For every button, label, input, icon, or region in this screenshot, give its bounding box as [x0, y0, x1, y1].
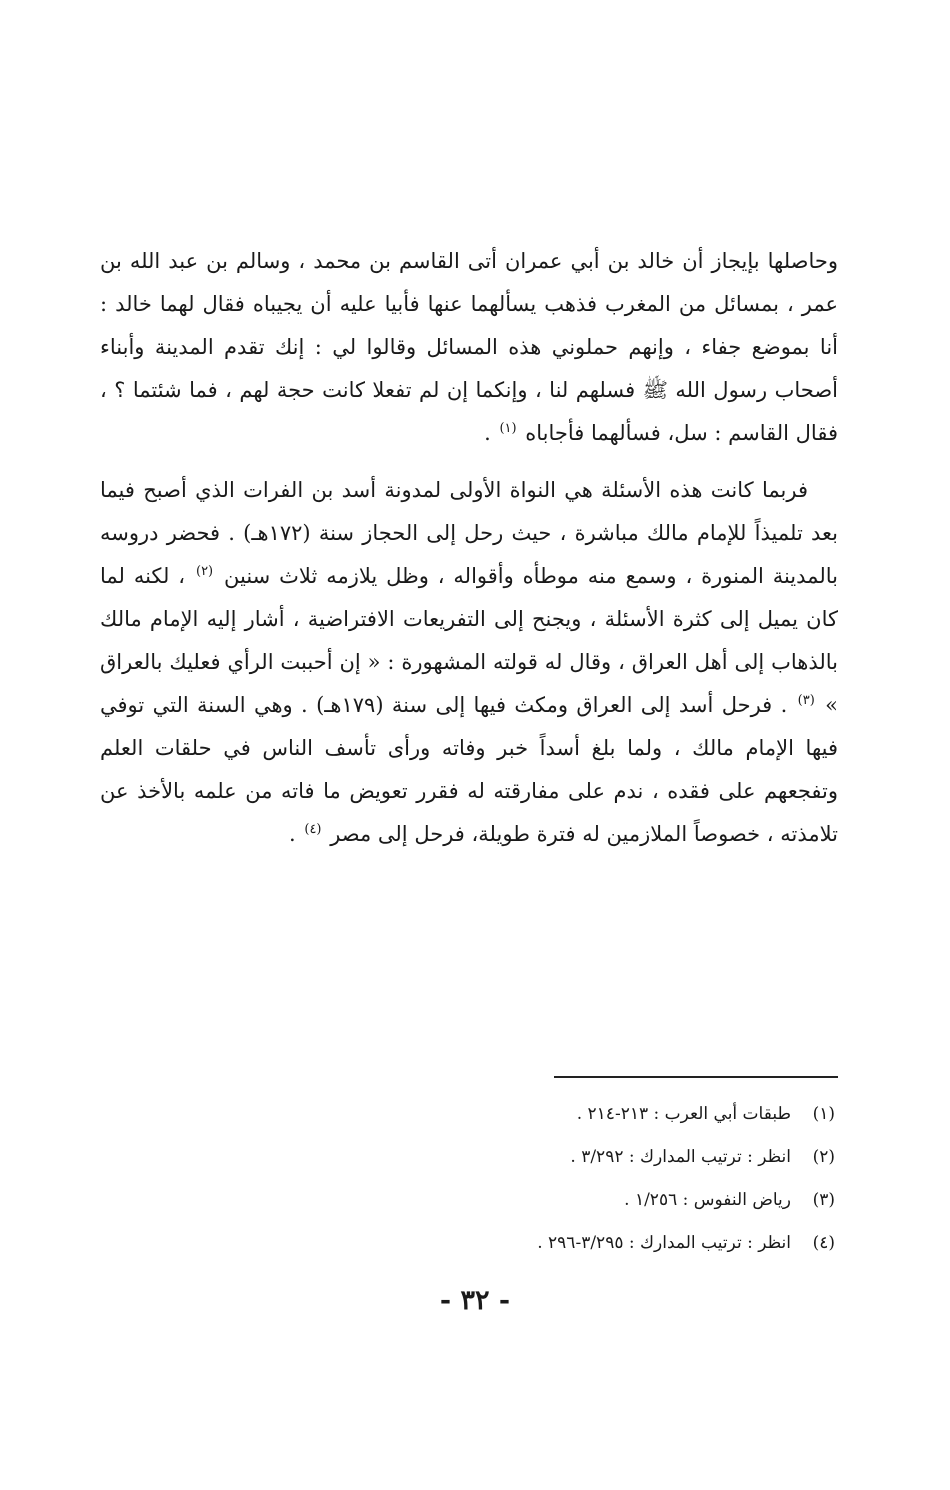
paragraph-2-part-1: فربما كانت هذه الأسئلة هي النواة الأولى لمدونة أسد بن الفرات الذي أصبح فيما بعد تلميذاً للإمام مالك مباشرة ، حيث رحل إلى الحجاز سنة (١٧٢هـ) . فحضر دروسه بالمدينة المنورة ، وسمع منه موطأه وأقواله ، وظل يلازمه ثلاث سنين: [100, 478, 838, 588]
paragraph-2-part-3: . فرحل أسد إلى العراق ومكث فيها إلى سنة (١٧٩هـ) . وهي السنة التي توفي فيها الإمام مالك ، ولما بلغ أسداً خبر وفاته ورأى تأسف الناس في حلقات العلم وتفجعهم على فقده ، ندم على مفارقته له فقرر تعويض ما فاته من علمه بالأخذ عن تلامذته ، خصوصاً الملازمين له فترة طويلة، فرحل إلى مصر: [100, 693, 838, 846]
footnote-number: (٣): [812, 1190, 835, 1210]
footnote-number: (١): [812, 1104, 835, 1124]
footnote-text: انظر : ترتيب المدارك : ٣/٢٩٥-٢٩٦ .: [537, 1233, 791, 1253]
paragraph-2-part-2: ، لكنه لما كان يميل إلى كثرة الأسئلة ، ويجنح إلى التفريعات الافتراضية ، أشار إليه الإمام مالك بالذهاب إلى أهل العراق ، وقال له قولته المشهورة : « إن أحببت الرأي فعليك بالعراق »: [100, 564, 838, 717]
footnote-number: (٢): [812, 1147, 835, 1167]
paragraph-1-tail: .: [484, 421, 491, 445]
footnote-item: [100, 1093, 835, 1136]
page-number: - ٣٢ -: [439, 1285, 511, 1316]
paragraph-1-text: وحاصلها بإيجاز أن خالد بن أبي عمران أتى القاسم بن محمد ، وسالم بن عبد الله بن عمر ، بمسائل من المغرب فذهب يسألهما عنها فأبيا عليه أن يجيباه فقال لهما خالد : أنا بموضع جفاء ، وإنهم حملوني هذه المسائل وقالوا لي : إنك تقدم المدينة وأبناء أصحاب رسول الله ﷺ فسلهم لنا ، وإنكما إن لم تفعلا كانت حجة لهم ، فما شئتما ؟ ، فقال القاسم : سل، فسألهما فأجاباه: [100, 249, 838, 445]
footnote-separator: [554, 1076, 838, 1078]
paragraph-2-part-4: .: [288, 822, 296, 846]
footnote-number: (٤): [812, 1233, 835, 1253]
paragraph-1: [100, 240, 838, 455]
footnote-ref-1: (١): [499, 421, 517, 436]
footnote-text: انظر : ترتيب المدارك : ٣/٢٩٢ .: [570, 1147, 791, 1167]
footnote-item: [100, 1136, 835, 1179]
footnote-ref-4: (٤): [304, 822, 322, 837]
footnote-text: طبقات أبي العرب : ٢١٣-٢١٤ .: [576, 1104, 791, 1124]
main-text: [100, 240, 838, 856]
footnotes-list: [100, 1093, 835, 1265]
footnote-text: رياض النفوس : ١/٢٥٦ .: [624, 1190, 791, 1210]
footnote-ref-3: (٣): [797, 693, 815, 708]
footnote-item: [100, 1179, 835, 1222]
footnote-item: [100, 1222, 835, 1265]
footnote-ref-2: (٢): [195, 564, 214, 579]
paragraph-2: [100, 469, 838, 856]
